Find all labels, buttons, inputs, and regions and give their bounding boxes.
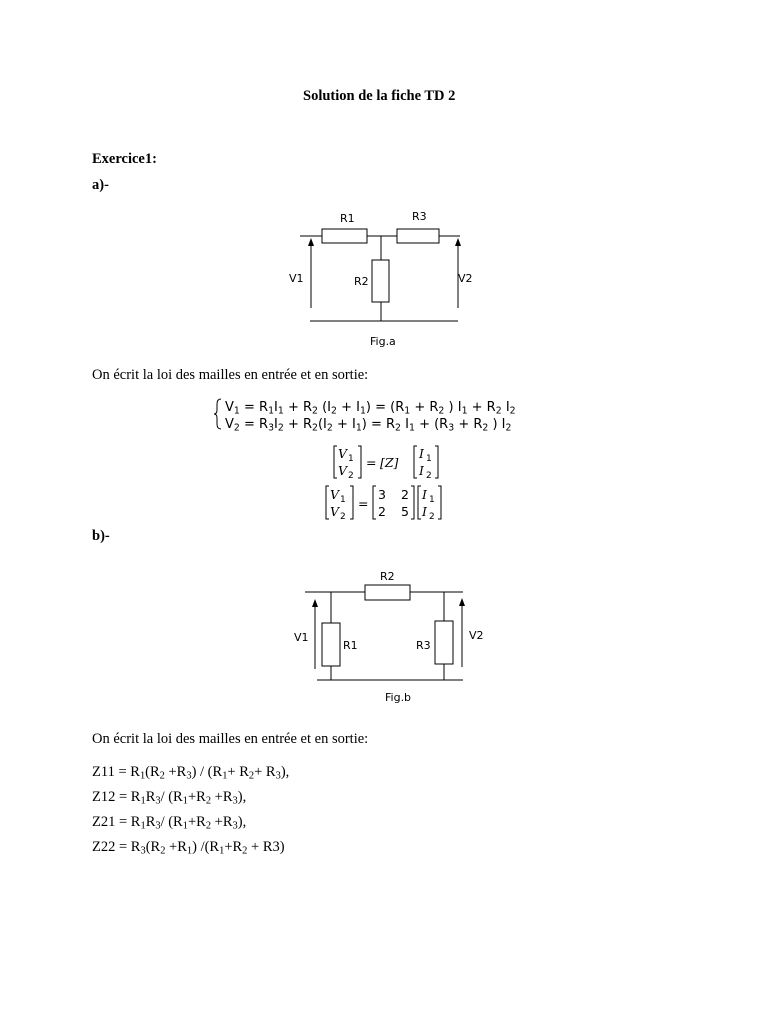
arrow-v2-head xyxy=(455,238,461,246)
resistor-r3 xyxy=(397,229,439,243)
page-title: Solution de la fiche TD 2 xyxy=(303,88,456,104)
svg-text:I: I xyxy=(422,487,427,502)
label-r3: R3 xyxy=(416,639,431,652)
svg-text:V: V xyxy=(330,504,340,519)
z11-line: $Z11 = R_1(R_2 +R_3) / (R_1+ R_2+ R_3)$, xyxy=(92,764,290,782)
exercise-heading: Exercice1: xyxy=(92,151,157,167)
label-r1: R1 xyxy=(343,639,358,652)
label-v2: V2 xyxy=(458,272,473,285)
matrix-m11: 3 xyxy=(378,487,386,502)
svg-text:=: = xyxy=(366,455,377,470)
part-b-label: b)- xyxy=(92,528,110,544)
svg-text:1: 1 xyxy=(426,454,432,464)
resistor-r3 xyxy=(435,621,453,664)
resistor-r2 xyxy=(365,585,410,600)
label-r2: R2 xyxy=(380,570,395,583)
label-r1: R1 xyxy=(340,212,355,225)
resistor-r1 xyxy=(322,623,340,666)
resistor-r2 xyxy=(372,260,389,302)
z21-line: $Z21 = R_1R_3/$ $(R_1+R_2 +R_3)$, xyxy=(92,814,247,832)
arrow-v2-head xyxy=(459,598,465,606)
matrix-m21: 2 xyxy=(378,504,386,519)
i2-symbol: I xyxy=(419,463,424,478)
svg-text:V: V xyxy=(330,487,340,502)
matrix-equation-z xyxy=(332,444,442,480)
label-r3: R3 xyxy=(412,210,427,223)
svg-text:I: I xyxy=(422,504,427,519)
matrix-m12: 2 xyxy=(401,487,409,502)
svg-text:1: 1 xyxy=(348,454,354,464)
svg-text:2: 2 xyxy=(426,471,432,480)
label-v1: V1 xyxy=(289,272,304,285)
circuit-figure-b xyxy=(285,565,495,710)
brace-icon xyxy=(213,398,223,430)
z-matrix-symbol: [Z] xyxy=(380,455,399,470)
z12-line: $Z12 = R_1R_3/$ $(R_1+R_2 +R_3)$, xyxy=(92,789,247,807)
v1-symbol: V xyxy=(338,446,348,461)
equation-2: $V_2 = R_3I_2 + R_2(I_2 + I_1) = R_2$ $I_1 + (R_3 + R_2$ ) $I_2$ xyxy=(225,417,512,434)
equation-1: $V_1 = R_1I_1 + R_2$ $(I_2 + I_1) = (R_1 + R_2$ ) $I_1 + R_2$ $I_2$ xyxy=(225,400,516,417)
v2-symbol: V xyxy=(338,463,348,478)
arrow-v1-head xyxy=(312,599,318,607)
resistor-r1 xyxy=(322,229,367,243)
caption-fig-b: Fig.b xyxy=(385,691,412,704)
label-v1: V1 xyxy=(294,631,309,644)
matrix-equation-numeric xyxy=(324,484,444,522)
svg-text:2: 2 xyxy=(340,512,346,522)
paragraph-b: On écrit la loi des mailles en entrée et en sortie: xyxy=(92,731,369,747)
label-v2: V2 xyxy=(469,629,484,642)
matrix-m22: 5 xyxy=(401,504,409,519)
caption-fig-a: Fig.a xyxy=(370,335,396,348)
i1-symbol: I xyxy=(419,446,424,461)
label-r2: R2 xyxy=(354,275,369,288)
circuit-figure-a xyxy=(280,205,480,350)
svg-text:2: 2 xyxy=(429,512,435,522)
z22-line: $Z22 = R_3(R_2 +R_1) /(R_1+R_2 + R3)$ xyxy=(92,839,285,857)
paragraph-a: On écrit la loi des mailles en entrée et en sortie: xyxy=(92,367,369,383)
svg-text:1: 1 xyxy=(429,495,435,505)
svg-text:=: = xyxy=(358,496,369,511)
svg-text:2: 2 xyxy=(348,471,354,480)
svg-text:1: 1 xyxy=(340,495,346,505)
part-a-label: a)- xyxy=(92,177,109,193)
arrow-v1-head xyxy=(308,238,314,246)
